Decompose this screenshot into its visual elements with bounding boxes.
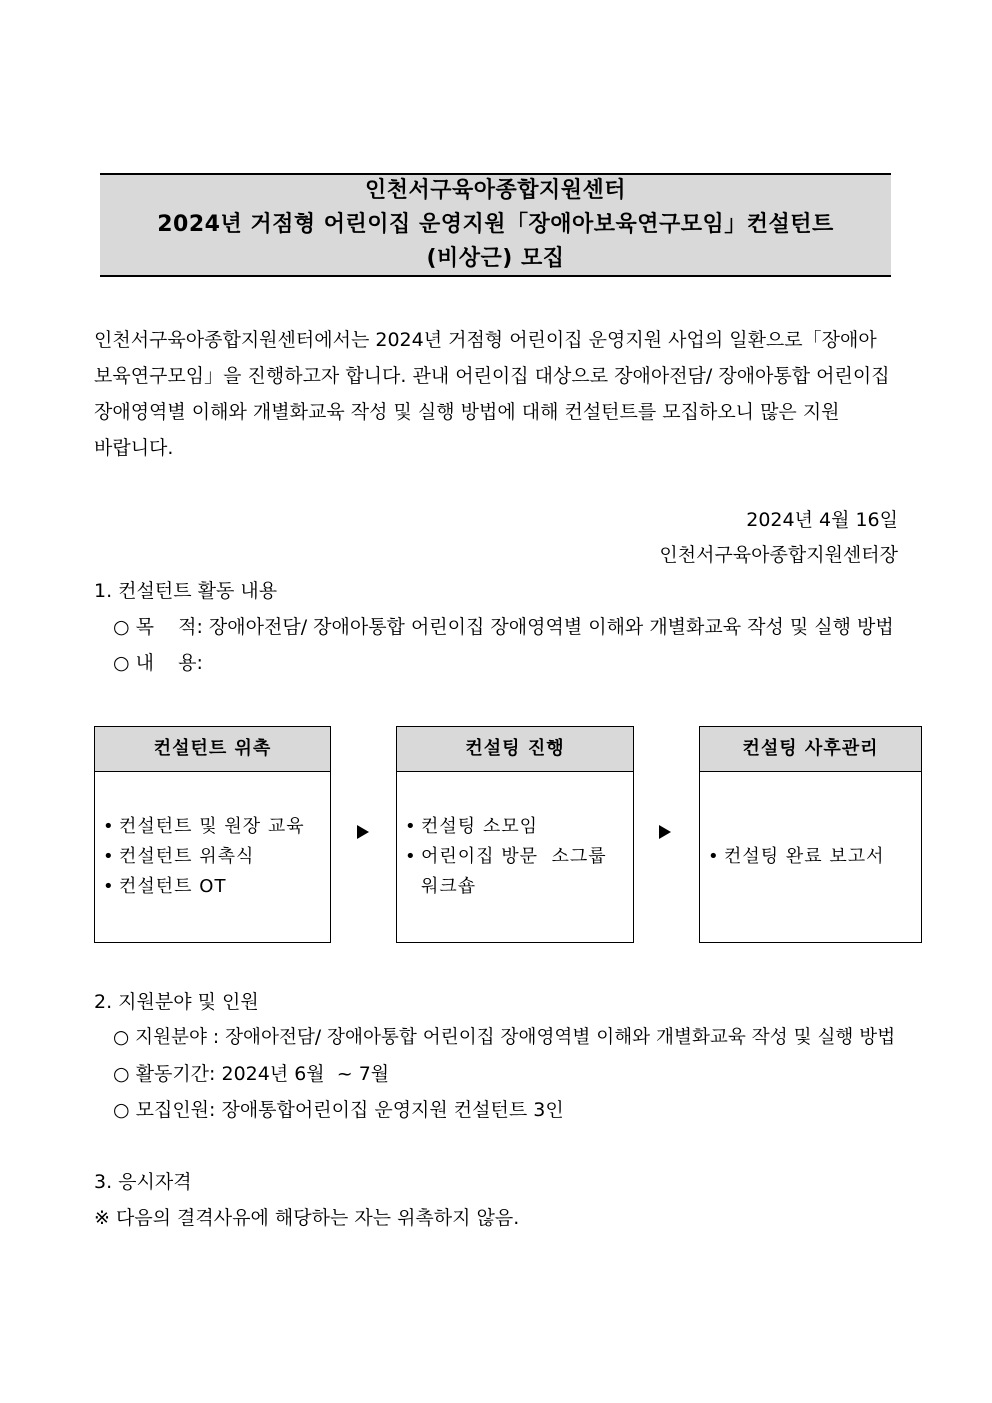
list-item: • 어린이집 방문 소그룹 워크숍 bbox=[405, 842, 633, 902]
flow-step-appointment-body bbox=[95, 772, 330, 942]
flow-step-followup-body bbox=[700, 772, 921, 942]
bullet-icon: • bbox=[103, 876, 115, 897]
bullet-icon: • bbox=[103, 846, 115, 867]
notice-signer: 인천서구육아종합지원센터장 bbox=[659, 544, 898, 566]
section2-period: ○ 활동기간: 2024년 6월 ~ 7월 bbox=[113, 1063, 390, 1085]
list-item-continuation: 워크숍 bbox=[421, 876, 477, 897]
section3-note: ※ 다음의 결격사유에 해당하는 자는 위촉하지 않음. bbox=[94, 1207, 520, 1229]
list-item: • 컨설턴트 및 원장 교육 bbox=[103, 812, 330, 842]
section2-headcount: ○ 모집인원: 장애통합어린이집 운영지원 컨설턴트 3인 bbox=[113, 1099, 564, 1121]
flow-step-progress-header: 컨설팅 진행 bbox=[397, 727, 633, 772]
title-line-3: (비상근) 모집 bbox=[426, 246, 565, 271]
flow-step-progress-body bbox=[397, 772, 633, 942]
flow-step-appointment-header: 컨설턴트 위촉 bbox=[95, 727, 330, 772]
section1-purpose: ○ 목 적: 장애아전담/ 장애아통합 어린이집 장애영역별 이해와 개별화교육 작성 및 실행 방법 bbox=[113, 616, 894, 638]
flow-step-followup-header: 컨설팅 사후관리 bbox=[700, 727, 921, 772]
flow-step-appointment bbox=[94, 726, 331, 943]
title-line-2: 2024년 거점형 어린이집 운영지원「장애아보육연구모임」컨설턴트 bbox=[157, 212, 834, 237]
bullet-icon: • bbox=[405, 816, 417, 837]
section2-heading: 2. 지원분야 및 인원 bbox=[94, 991, 259, 1013]
bullet-icon: • bbox=[708, 846, 720, 867]
title-box bbox=[100, 173, 891, 277]
intro-line-2: 보육연구모임」을 진행하고자 합니다. 관내 어린이집 대상으로 장애아전담/ 장애아통합 어린이집 bbox=[94, 365, 890, 387]
flow-step-progress bbox=[396, 726, 634, 943]
section3-heading: 3. 응시자격 bbox=[94, 1171, 192, 1193]
section1-heading: 1. 컨설턴트 활동 내용 bbox=[94, 580, 278, 602]
list-item: • 컨설턴트 OT bbox=[103, 872, 330, 902]
intro-line-3: 장애영역별 이해와 개별화교육 작성 및 실행 방법에 대해 컨설턴트를 모집하오니 많은 지원 bbox=[94, 401, 840, 423]
notice-date: 2024년 4월 16일 bbox=[746, 509, 898, 531]
intro-line-4: 바랍니다. bbox=[94, 437, 174, 459]
intro-line-1: 인천서구육아종합지원센터에서는 2024년 거점형 어린이집 운영지원 사업의 일환으로「장애아 bbox=[94, 329, 877, 351]
bullet-icon: • bbox=[103, 816, 115, 837]
list-item: • 컨설팅 완료 보고서 bbox=[708, 842, 921, 872]
list-item: • 컨설팅 소모임 bbox=[405, 812, 633, 842]
bullet-icon: • bbox=[405, 846, 417, 867]
flow-step-followup bbox=[699, 726, 922, 943]
title-line-1: 인천서구육아종합지원센터 bbox=[364, 178, 627, 203]
arrow-right-icon bbox=[659, 825, 671, 839]
list-item: • 컨설턴트 위촉식 bbox=[103, 842, 330, 872]
arrow-right-icon bbox=[357, 825, 369, 839]
section1-content: ○ 내 용: bbox=[113, 652, 203, 674]
section2-field: ○ 지원분야 : 장애아전담/ 장애아통합 어린이집 장애영역별 이해와 개별화교육 작성 및 실행 방법 bbox=[113, 1027, 896, 1048]
intro-paragraph bbox=[94, 322, 900, 466]
